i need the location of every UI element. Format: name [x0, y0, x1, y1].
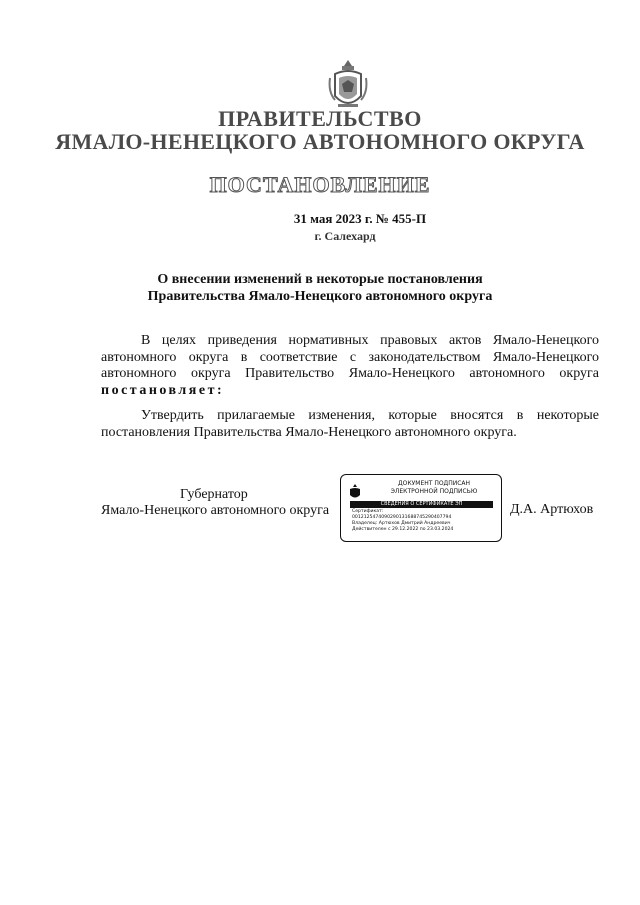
electronic-signature-stamp: [340, 474, 502, 542]
document-title-line1: О внесении изменений в некоторые постановления: [157, 272, 483, 287]
stamp-title-line1: ДОКУМЕНТ ПОДПИСАН: [397, 480, 471, 487]
stamp-cert-label: Сертификат:: [352, 509, 384, 514]
emblem-icon: [348, 483, 362, 501]
document-city: г. Салехард: [314, 229, 376, 243]
body-paragraph-2: Утвердить прилагаемые изменения, которые вносятся в некоторые постановления Правительства Ямало-Ненецкого автономного округа.: [101, 408, 599, 440]
signatory-position-line2: Ямало-Ненецкого автономного округа: [101, 503, 330, 518]
stamp-title-line2: ЭЛЕКТРОННОЙ ПОДПИСЬЮ: [390, 488, 478, 495]
government-region-title: ЯМАЛО-НЕНЕЦКОГО АВТОНОМНОГО ОКРУГА: [55, 129, 585, 154]
document-date-number: 31 мая 2023 г. № 455-П: [293, 211, 427, 226]
document-title-line2: Правительства Ямало-Ненецкого автономного округа: [147, 289, 493, 304]
stamp-validity: Действителен с 29.12.2022 по 23.03.2024: [352, 527, 454, 532]
stamp-cert-number: 0012125474090290131688745290407794: [352, 515, 452, 520]
body-paragraph-1-text: В целях приведения нормативных правовых актов Ямало-Ненецкого автономного округа в соответствие с законодательством Ямало-Ненецкого автономного округа Правительство Ямало-Ненецкого автономного округа: [101, 333, 599, 381]
body-paragraph-1: [101, 333, 599, 399]
signatory-position-line1: Губернатор: [180, 487, 248, 502]
signatory-name: Д.А. Артюхов: [510, 502, 594, 517]
resolution-keyword: постановляет:: [101, 382, 225, 398]
stamp-certificate-bar: СВЕДЕНИЯ О СЕРТИФИКАТЕ ЭП: [350, 501, 493, 508]
document-type-heading: ПОСТАНОВЛЕНИЕ: [209, 172, 431, 197]
stamp-owner: Владелец: Артюхов Дмитрий Андреевич: [352, 521, 451, 526]
government-title: ПРАВИТЕЛЬСТВО: [218, 106, 422, 131]
